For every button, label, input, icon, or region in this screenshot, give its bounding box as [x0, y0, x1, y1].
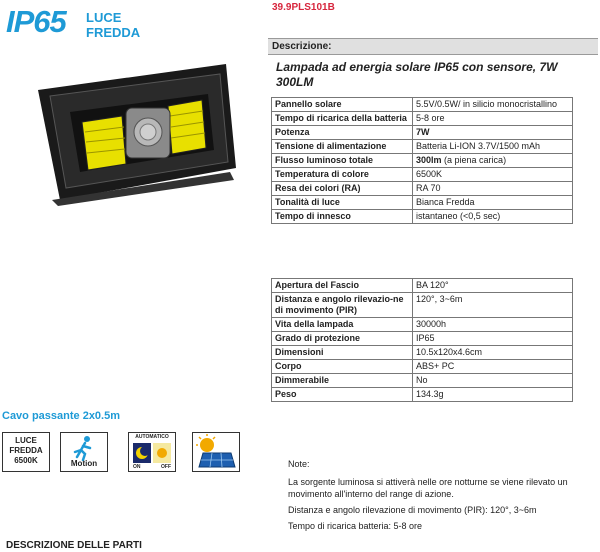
cold-badge-line2: FREDDA [9, 446, 43, 455]
spec-key: Tonalità di luce [272, 196, 413, 210]
light-type-line2: FREDDA [86, 25, 141, 40]
table-row [272, 360, 573, 374]
running-man-icon [61, 435, 107, 461]
table-row [272, 318, 573, 332]
auto-label: AUTOMATICO [135, 434, 169, 440]
spec-value [413, 154, 573, 168]
spec-value: 134.3g [413, 388, 573, 402]
table-row [272, 293, 573, 318]
note-line: Distanza e angolo rilevazione di movimento (PIR): 120°, 3~6m [288, 505, 537, 515]
spec-value: RA 70 [413, 182, 573, 196]
spec-value: IP65 [413, 332, 573, 346]
table-row [272, 388, 573, 402]
spec-key: Potenza [272, 126, 413, 140]
spec-value: BA 120° [413, 279, 573, 293]
solar-lamp-image [30, 50, 242, 210]
spec-value: Bianca Fredda [413, 196, 573, 210]
auto-on-label: ON [133, 464, 141, 470]
spec-value: Batteria Li-ION 3.7V/1500 mAh [413, 140, 573, 154]
spec-key: Tempo di ricarica della batteria [272, 112, 413, 126]
notes-section [288, 458, 578, 536]
spec-key: Distanza e angolo rilevazio-ne di movimento (PIR) [272, 293, 413, 318]
table-row [272, 112, 573, 126]
spec-table-secondary [271, 278, 573, 402]
ip65-title: IP65 [6, 4, 66, 39]
spec-value-bold: 300lm [416, 155, 442, 165]
spec-key: Tensione di alimentazione [272, 140, 413, 154]
cold-badge-line3: 6500K [14, 456, 38, 465]
spec-value: 5-8 ore [413, 112, 573, 126]
spec-value: 120°, 3~6m [413, 293, 573, 318]
table-row [272, 182, 573, 196]
spec-value: No [413, 374, 573, 388]
spec-value-bold: 7W [416, 127, 430, 137]
table-row [272, 346, 573, 360]
table-row [272, 196, 573, 210]
table-row [272, 374, 573, 388]
table-row [272, 98, 573, 112]
spec-key: Tempo di innesco [272, 210, 413, 224]
spec-key: Peso [272, 388, 413, 402]
spec-value: 5.5V/0.5W/ in silicio monocristallino [413, 98, 573, 112]
solar-badge [192, 432, 240, 472]
spec-key: Corpo [272, 360, 413, 374]
spec-value-rest: (a piena carica) [441, 155, 507, 165]
spec-value [413, 126, 573, 140]
motion-badge [60, 432, 108, 472]
spec-key: Grado di protezione [272, 332, 413, 346]
spec-value: 6500K [413, 168, 573, 182]
spec-value: istantaneo (<0,5 sec) [413, 210, 573, 224]
spec-value: 30000h [413, 318, 573, 332]
note-line: Tempo di ricarica batteria: 5-8 ore [288, 521, 423, 531]
auto-off-label: OFF [161, 464, 171, 470]
moon-sun-icon [129, 441, 175, 465]
table-row [272, 332, 573, 346]
table-row [272, 126, 573, 140]
spec-key: Pannello solare [272, 98, 413, 112]
cold-light-badge [2, 432, 50, 472]
product-code: 39.9PLS101B [272, 2, 335, 13]
table-row [272, 168, 573, 182]
table-row [272, 279, 573, 293]
note-line: La sorgente luminosa si attiverà nelle ore notturne se viene rilevato un movimento all'interno del range di azione. [288, 477, 568, 499]
light-type-label [86, 10, 140, 40]
spec-key: Flusso luminoso totale [272, 154, 413, 168]
spec-key: Vita della lampada [272, 318, 413, 332]
spec-key: Resa dei colori (RA) [272, 182, 413, 196]
table-row [272, 140, 573, 154]
description-bar: Descrizione: [268, 38, 598, 55]
notes-heading: Note: [288, 459, 310, 469]
product-title: Lampada ad energia solare IP65 con sensore, 7W 300LM [276, 60, 558, 89]
table-row [272, 210, 573, 224]
table-row [272, 154, 573, 168]
motion-label: Motion [70, 459, 98, 468]
spec-key: Dimmerabile [272, 374, 413, 388]
solar-panel-icon [193, 433, 239, 471]
spec-key: Dimensioni [272, 346, 413, 360]
cable-info: Cavo passante 2x0.5m [2, 410, 121, 422]
parts-heading: DESCRIZIONE DELLE PARTI [6, 540, 142, 551]
light-type-line1: LUCE [86, 10, 122, 25]
spec-table-main [271, 97, 573, 224]
spec-key: Temperatura di colore [272, 168, 413, 182]
spec-value: ABS+ PC [413, 360, 573, 374]
spec-value: 10.5x120x4.6cm [413, 346, 573, 360]
cold-badge-line1: LUCE [15, 436, 37, 445]
spec-key: Apertura del Fascio [272, 279, 413, 293]
auto-badge [128, 432, 176, 472]
